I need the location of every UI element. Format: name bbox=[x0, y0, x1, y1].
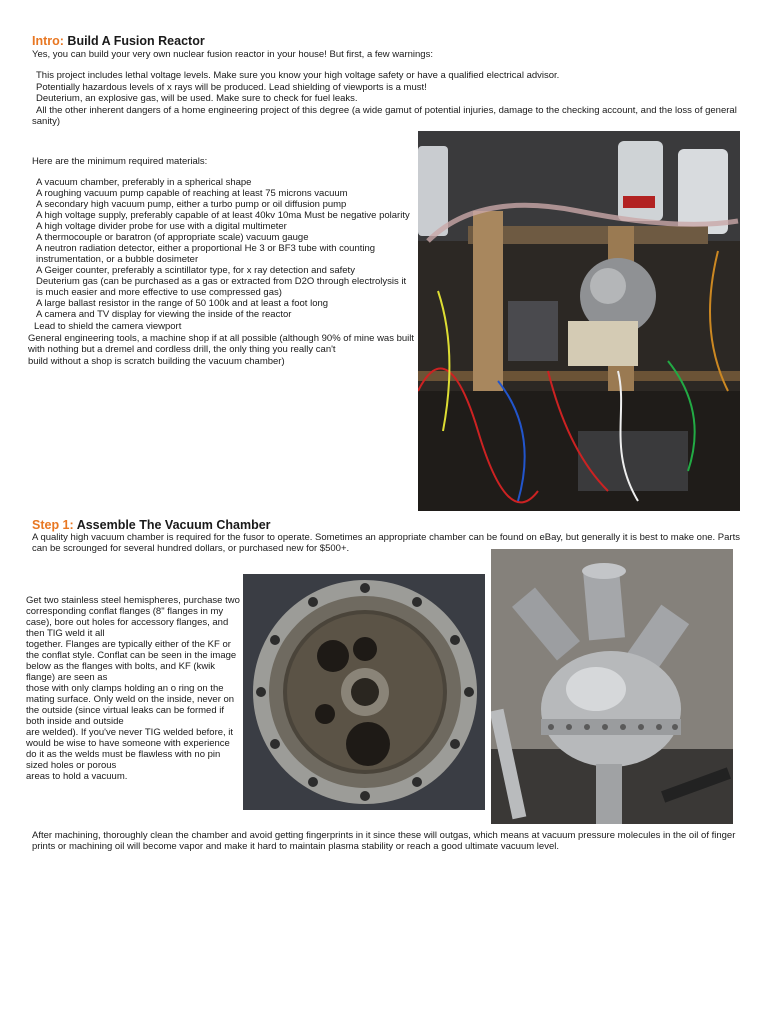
step1-body-line: then TIG weld it all bbox=[26, 628, 105, 639]
material-item: A neutron radiation detector, either a proportional He 3 or BF3 tube with counting bbox=[36, 243, 376, 254]
step1-body-line: both inside and outside bbox=[26, 716, 124, 727]
step1-body-line: the conflat style. Conflat can be seen in the image bbox=[26, 650, 237, 661]
material-item: A Geiger counter, preferably a scintillator type, for x ray detection and safety bbox=[36, 265, 355, 276]
step1-body-line: would be wise to have someone with experience bbox=[26, 738, 230, 749]
after-machining-2: prints or machining oil will become vapor and make it hard to maintain plasma stability or reach a good ultimate vacuum level. bbox=[32, 841, 559, 852]
step1-body-line: mating surface. Only weld on the inside, never on bbox=[26, 694, 235, 705]
step1-body-line: together. Flanges are typically either of the KF or bbox=[26, 639, 231, 650]
material-item: is much easier and more effective to use compressed gas) bbox=[36, 287, 282, 298]
material-item: A thermocouple or baratron (of appropriate scale) vacuum gauge bbox=[36, 232, 309, 243]
step1-lead-2: can be scrounged for several hundred dollars, or purchased new for $500+. bbox=[32, 543, 350, 554]
step1-body-line: sized holes or porous bbox=[26, 760, 117, 771]
fusor-workbench-photo bbox=[418, 131, 740, 511]
material-item: Deuterium gas (can be purchased as a gas or extracted from D2O through electrolysis it bbox=[36, 276, 407, 287]
intro-label: Intro: bbox=[32, 34, 64, 48]
step1-body-line: corresponding conflat flanges (8" flanges in my bbox=[26, 606, 224, 617]
material-item: with nothing but a dremel and cordless drill, the only thing you really can't bbox=[28, 344, 336, 355]
step1-label: Step 1: bbox=[32, 518, 74, 532]
step1-body-line: the outside (since virtual leaks can be formed if bbox=[26, 705, 225, 716]
intro-heading bbox=[32, 34, 205, 48]
material-item: build without a shop is scratch building the vacuum chamber) bbox=[28, 356, 285, 367]
step1-body-line: Get two stainless steel hemispheres, purchase two bbox=[26, 595, 240, 606]
material-item: A high voltage divider probe for use with a digital multimeter bbox=[36, 221, 287, 232]
material-item: instrumentation, or a bubble dosimeter bbox=[36, 254, 199, 265]
step1-heading bbox=[32, 518, 271, 532]
material-item: A large ballast resistor in the range of 50 100k and at least a foot long bbox=[36, 298, 329, 309]
material-item: Lead to shield the camera viewport bbox=[34, 321, 182, 332]
warning-1: This project includes lethal voltage levels. Make sure you know your high voltage safety or have a qualified electrical advisor. bbox=[36, 70, 560, 81]
material-item: A secondary high vacuum pump, either a turbo pump or oil diffusion pump bbox=[36, 199, 347, 210]
after-machining-1: After machining, thoroughly clean the chamber and avoid getting fingerprints in it since these will outgas, which means at vacuum pressure molecules in the oil of finger bbox=[32, 830, 736, 841]
intro-lead: Yes, you can build your very own nuclear fusion reactor in your house! But first, a few warnings: bbox=[32, 49, 433, 60]
material-item: A high voltage supply, preferably capable of at least 40kv 10ma Must be negative polarity bbox=[36, 210, 410, 221]
material-item: A roughing vacuum pump capable of reaching at least 75 microns vacuum bbox=[36, 188, 348, 199]
step1-body-line: those with only clamps holding an o ring on the bbox=[26, 683, 224, 694]
material-item: A camera and TV display for viewing the inside of the reactor bbox=[36, 309, 292, 320]
warning-4-cont: sanity) bbox=[32, 116, 60, 127]
step1-body-line: flange) are seen as bbox=[26, 672, 108, 683]
material-item: A vacuum chamber, preferably in a spherical shape bbox=[36, 177, 252, 188]
warning-4: All the other inherent dangers of a home engineering project of this degree (a wide gamut of potential injuries, damage to the checking account, and the loss of general bbox=[36, 104, 737, 116]
step1-body-line: do it as the welds must be flawless with no pin bbox=[26, 749, 221, 760]
step1-body-line: case), bore out holes for accessory flanges, and bbox=[26, 617, 229, 628]
warning-2: Potentially hazardous levels of x rays will be produced. Lead shielding of viewports is a must! bbox=[36, 81, 427, 93]
materials-intro: Here are the minimum required materials: bbox=[32, 156, 208, 167]
step1-title: Assemble The Vacuum Chamber bbox=[76, 518, 271, 532]
step1-body-line: below as the flanges with bolts, and KF (kwik bbox=[26, 661, 216, 672]
conflat-flange-photo bbox=[243, 574, 485, 810]
warning-3: Deuterium, an explosive gas, will be used. Make sure to check for fuel leaks. bbox=[36, 93, 358, 104]
material-item: General engineering tools, a machine shop if at all possible (although 90% of mine was built bbox=[28, 333, 415, 344]
intro-title: Build A Fusion Reactor bbox=[67, 34, 205, 48]
step1-body-line: are welded). If you've never TIG welded before, it bbox=[26, 727, 234, 738]
step1-lead-1: A quality high vacuum chamber is required for the fusor to operate. Sometimes an appropriate chamber can be found on eBay, but generally it is best to make one. Parts bbox=[32, 532, 740, 543]
step1-body-line: areas to hold a vacuum. bbox=[26, 771, 128, 782]
assembled-chamber-photo bbox=[491, 549, 733, 824]
